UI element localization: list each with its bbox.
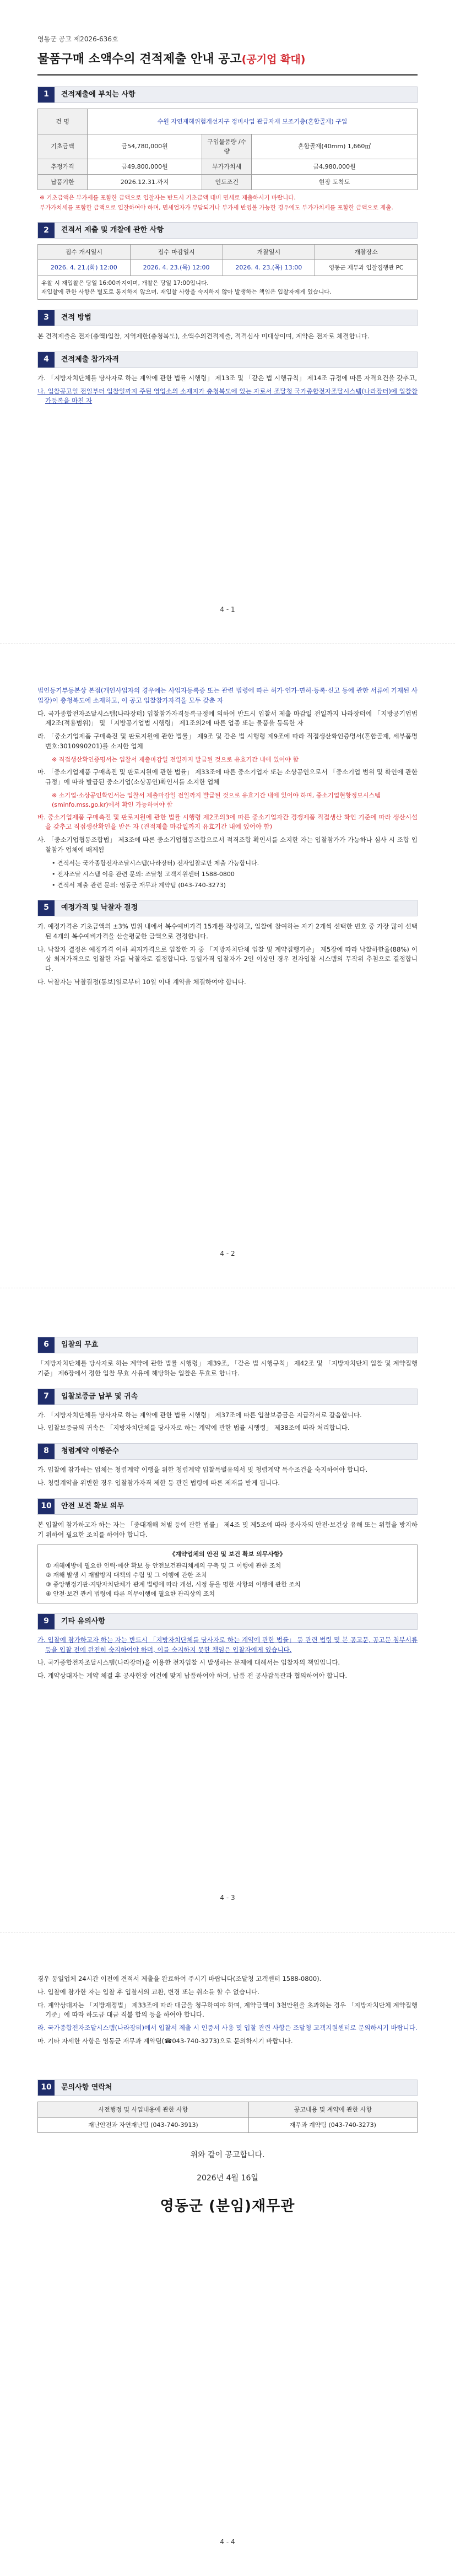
deposit-item: 나. 입찰보증금의 귀속은 「지방자치단체를 당사자로 하는 계약에 관한 법률 시행령」 제38조에 따라 처리합니다.: [37, 1424, 350, 1432]
integrity-item: 나. 청렴계약을 위반한 경우 입찰참가자격 제한 등 관련 법령에 따른 제재를 받게 됩니다.: [37, 1479, 280, 1487]
contact-project: 재난안전과 자연재난팀 (043-740-3913): [38, 2117, 249, 2132]
contact-contract: 재무과 계약팀 (043-740-3273): [248, 2117, 417, 2132]
section-title: 문의사항 연락처: [61, 2083, 112, 2092]
contact-table: [37, 2102, 418, 2133]
schedule-table: [37, 244, 418, 300]
col-header: 공고내용 및 계약에 관한 사항: [248, 2102, 417, 2117]
row-label: 인도조건: [202, 174, 252, 190]
award-item: 가. 예정가격은 기초금액의 ±3% 범위 내에서 복수예비가격 15개를 작성하고, 입찰에 참여하는 자가 2개씩 선택한 번호 중 가장 많이 선택된 4개의 복수예비가격을 산술평균한 금액으로 결정합니다.: [37, 922, 418, 940]
section-number: 10: [38, 2080, 55, 2096]
eligibility-item: 사. 「중소기업협동조합법」 제3조에 따른 중소기업협동조합으로서 적격조합 확인서를 소지한 자는 입찰참가가 가능하나 심사 시 조합 입찰참가 업체에 배제됨: [37, 836, 418, 854]
eligibility-item: 법인등기부등본상 본점(개인사업자의 경우에는 사업자등록증 또는 관련 법령에 따른 허가·인가·면허·등록·신고 등에 관한 서류에 기재된 사업장)이 충청북도에 소재하고, 이 공고 입찰참가자격을 모두 갖춘 자: [37, 687, 418, 704]
notice-number: 영동군 공고 제2026-636호: [37, 35, 118, 43]
title-suffix: (공기업 확대): [241, 53, 306, 66]
col-header: 접수 개시일시: [38, 245, 131, 260]
section-6-header: [37, 1337, 418, 1353]
safety-duty: ③ 중앙행정기관·지방자치단체가 관계 법령에 따라 개선, 시정 등을 명한 사항의 이행에 관한 조치: [46, 1580, 301, 1588]
close-datetime: 2026. 4. 23.(목) 12:00: [130, 260, 223, 276]
section-number: 1: [38, 87, 55, 102]
safety-duty: ② 재해 발생 시 재발방지 대책의 수립 및 그 이행에 관한 조치: [46, 1571, 207, 1579]
section-number: 4: [38, 352, 55, 368]
award-item: 다. 낙찰자는 낙찰결정(통보)일로부터 10일 이내 계약을 체결하여야 합니다.: [37, 978, 246, 986]
section-number: 2: [38, 223, 55, 238]
closing-text: 위와 같이 공고합니다.: [190, 2150, 265, 2159]
misc-item: 나. 입찰에 참가한 자는 입찰 후 입찰서의 교환, 변경 또는 취소를 할 수 없습니다.: [37, 1988, 259, 1996]
misc-item: 경우 동일업체 24시간 이전에 견적서 제출을 완료하여 주시기 바랍니다(조달청 고객센터 1588-0800).: [37, 1975, 322, 1983]
base-amount: 금54,780,000원: [88, 134, 202, 159]
bid-method-text: 본 견적제출은 전자(총액)입찰, 지역제한(충청북도), 소액수의견적제출, 적격심사 미대상이며, 계약은 전자로 체결합니다.: [37, 332, 370, 341]
col-header: 사전행정 및 사업내용에 관한 사항: [38, 2102, 249, 2117]
section-number: 9: [38, 1614, 55, 1629]
vat-amount: 금4,980,000원: [252, 159, 418, 174]
safety-duty: ① 재해예방에 필요한 인력·예산 확보 등 안전보건관리체계의 구축 및 그 이행에 관한 조치: [46, 1562, 281, 1569]
col-header: 개찰일시: [223, 245, 315, 260]
note: ※ 기초금액은 부가세를 포함한 금액으로 입찰자는 반드시 기초금액 대비 면세로 제출하시기 바랍니다.: [40, 194, 296, 201]
section-2-header: [37, 222, 418, 239]
section-title: 청렴계약 이행준수: [61, 1447, 119, 1456]
section-title: 입찰의 무효: [61, 1340, 99, 1349]
eligibility-bullet: • 전자조달 시스템 이용 관련 문의: 조달청 고객지원센터 1588-0800: [52, 870, 235, 878]
section-title: 입찰보증금 납부 및 귀속: [61, 1392, 138, 1401]
section-contact-header: [37, 2080, 418, 2096]
deposit-item: 가. 「지방자치단체를 당사자로 하는 계약에 관한 법률 시행령」 제37조에 따른 입찰보증금은 지급각서로 갈음합니다.: [37, 1411, 362, 1419]
section-number: 3: [38, 310, 55, 326]
section-title: 견적제출에 부치는 사항: [61, 90, 136, 99]
opening-datetime: 2026. 4. 23.(목) 13:00: [223, 260, 315, 276]
section-5-header: [37, 900, 418, 916]
schedule-notes: [38, 276, 418, 300]
section-title: 예정가격 및 낙찰자 결정: [61, 903, 138, 912]
delivery-condition: 현장 도착도: [252, 174, 418, 190]
misc-item: 다. 계약상대자는 계약 체결 후 공사현장 여건에 맞게 납품하여야 하며, 납품 전 공사감독관과 협의하여야 합니다.: [37, 1672, 348, 1680]
section-1-header: [37, 87, 418, 103]
title-text: 물품구매 소액수의 견적제출 안내 공고: [37, 52, 242, 66]
col-header: 개찰장소: [315, 245, 418, 260]
section-4-header: [37, 352, 418, 368]
page-2: [0, 644, 455, 1288]
section-number: 5: [38, 900, 55, 916]
integrity-item: 가. 입찰에 참가하는 업체는 청렴계약 이행을 위한 청렴계약 입찰특별유의서 및 청렴계약 특수조건을 숙지하여야 합니다.: [37, 1466, 368, 1474]
note: 부가가치세를 포함한 금액으로 입찰하여야 하며, 면세업자가 부담되거나 부가세 반영불 가능한 경우에도 부가가치세를 포함한 금액으로 제출.: [40, 204, 393, 212]
invalid-bid-text: 「지방자치단체를 당사자로 하는 계약에 관한 법률 시행령」 제39조, 「같은 법 시행규칙」 제42조 및 「지방자치단체 입찰 및 계약집행기준」 제6장에서 정한 입찰 무효 사유에 해당하는 입찰은 무효로 합니다.: [37, 1359, 418, 1377]
page-3: [0, 1288, 455, 1932]
page-4: [0, 1932, 455, 2576]
eligibility-bullet: • 견적서 제출 관련 문의: 영동군 재무과 계약팀 (043-740-3273): [52, 881, 226, 889]
section-3-header: [37, 310, 418, 326]
open-datetime: 2026. 4. 21.(화) 12:00: [38, 260, 131, 276]
section-title: 기타 유의사항: [61, 1617, 105, 1625]
misc-item: 나. 국가종합전자조달시스템(나라장터)을 이용한 전자입찰 시 발생하는 문제에 대해서는 입찰자의 책임입니다.: [37, 1659, 340, 1667]
eligibility-item: 나. 입찰공고일 전일부터 입찰일까지 주된 영업소의 소재지가 충청북도에 있는 자로서 조달청 국가종합전자조달시스템(나라장터)에 입찰참가등록을 마친 자: [37, 387, 418, 405]
page-number: 4 - 1: [220, 606, 235, 614]
misc-item: 마. 기타 자세한 사항은 영동군 재무과 계약팀(☎043-740-3273)으로 문의하시기 바랍니다.: [37, 2037, 293, 2045]
issuer-signature: 영동군 (분임)재무관: [160, 2198, 295, 2215]
row-label: 건 명: [38, 109, 88, 134]
safety-text: 본 입찰에 참가하고자 하는 자는 「중대재해 처벌 등에 관한 법률」 제4조 및 제5조에 따라 종사자의 안전·보건상 유해 또는 위험을 방지하기 위하여 필요한 조치를 하여야 합니다.: [37, 1520, 418, 1538]
page-number: 4 - 3: [220, 1894, 235, 1902]
estimated-price: 금49,800,000원: [88, 159, 202, 174]
quantity: 혼합골재(40mm) 1,660㎥: [252, 134, 418, 159]
row-label: 추정가격: [38, 159, 88, 174]
safety-duty: ④ 안전·보건 관계 법령에 따른 의무이행에 필요한 관리상의 조치: [46, 1590, 215, 1597]
eligibility-item: 다. 국가종합전자조달시스템(나라장터) 입찰참가자격등록규정에 의하여 반드시 입찰서 제출 마감일 전일까지 나라장터에 「지방공기업법 제2조(적용범위)」 및 「지방공기업법 시행령」 제1조의2에 따른 업종 또는 물품을 등록한 자: [37, 709, 418, 727]
section-title: 견적 방법: [61, 313, 91, 322]
page-number: 4 - 4: [220, 2538, 235, 2546]
safety-duty-box: [37, 1544, 418, 1603]
note: 재입찰에 관한 사항은 별도로 통지하지 않으며, 재입찰 사항을 숙지하지 않아 발생하는 책임은 입찰자에게 있습니다.: [41, 288, 332, 295]
section-title: 견적서 제출 및 개찰에 관한 사항: [61, 226, 164, 235]
misc-item: 가. 입찰에 참가하고자 하는 자는 반드시 「지방자치단체를 당사자로 하는 계약에 관한 법률」 등 관련 법령 및 본 공고문, 공고문 첨부서류 등을 입찰 전에 완전히 숙지하여야 하며, 이를 숙지하지 못한 책임은 입찰자에게 있습니다.: [37, 1635, 418, 1654]
section-number: 8: [38, 1444, 55, 1459]
row-label: 부가가치세: [202, 159, 252, 174]
section-7-header: [37, 1389, 418, 1405]
eligibility-item: 라. 「중소기업제품 구매촉진 및 판로지원에 관한 법률」 제9조 및 같은 법 시행령 제9조에 따라 직접생산확인증명서(혼합골재, 세부품명번호:3010990201)를 소지한 업체: [37, 732, 418, 750]
bid-info-table: [37, 109, 418, 190]
col-header: 접수 마감일시: [130, 245, 223, 260]
award-item: 나. 낙찰자 결정은 예정가격 이하 최저가격으로 입찰한 자 중 「지방자치단체 입찰 및 계약집행기준」 제5장에 따라 낙찰하한율(88%) 이상 최저가격으로 입찰한 자를 낙찰자로 결정합니다. 동일가격 입찰자가 2인 이상인 경우 전자입찰 시스템의 무작위 추첨으로 결정합니다.: [37, 945, 418, 973]
eligibility-item: 마. 「중소기업제품 구매촉진 및 판로지원에 관한 법률」 제33조에 따른 중소기업자 또는 소상공인으로서 「중소기업 범위 및 확인에 관한 규정」에 따라 발급된 중소기업(소상공인)확인서를 소지한 업체: [37, 768, 418, 786]
misc-item: 다. 계약상대자는 「지방재정법」 제33조에 따라 대금을 청구하여야 하며, 계약금액이 3천만원을 초과하는 경우 「지방자치단체 계약집행기준」에 따라 하도급 대금 직불 합의 등을 하여야 합니다.: [37, 2001, 418, 2019]
row-label: 납품기한: [38, 174, 88, 190]
section-number: 10: [38, 1499, 55, 1514]
project-name: 수원 자연재해위험개선지구 정비사업 관급자재 보조기층(혼합골재) 구입: [88, 109, 418, 134]
section-number: 7: [38, 1389, 55, 1405]
note: 유찰 시 재입찰은 당일 16:00까지이며, 개찰은 당일 17:00입니다.: [41, 279, 209, 287]
eligibility-item: 바. 중소기업제품 구매촉진 및 판로지원에 관한 법률 시행령 제2조의3에 따른 중소기업자간 경쟁제품 직접생산 확인 기준에 따라 생산시설을 갖추고 직접생산확인을 받은 자 (견적제출 마감일까지 유효기간 내에 있어야 함): [37, 813, 418, 831]
section-misc-header: [37, 1613, 418, 1630]
box-title: 《계약업체의 안전 및 보건 확보 의무사항》: [169, 1550, 286, 1558]
section-number: 6: [38, 1337, 55, 1353]
eligibility-item: 가. 「지방자치단체를 당사자로 하는 계약에 관한 법률 시행령」 제13조 및 「같은 법 시행규칙」 제14조 규정에 따른 자격요건을 갖추고,: [37, 374, 418, 382]
misc-item: 라. 국가종합전자조달시스템(나라장터)에서 입찰서 제출 시 인증서 사용 및 입찰 관련 사항은 조달청 고객지원센터로 문의하시기 바랍니다.: [37, 2024, 418, 2032]
eligibility-note: ※ 소기업·소상공인확인서는 입찰서 제출마감일 전일까지 발급된 것으로 유효기간 내에 있어야 하며, 중소기업현황정보시스템(sminfo.mss.go.kr)에서 확인 가능하여야 함: [52, 791, 381, 808]
section-title: 안전 보건 확보 의무: [61, 1502, 124, 1510]
section-safety-header: [37, 1498, 418, 1515]
page-1: [0, 0, 455, 644]
document-title: [37, 50, 418, 75]
section-8-header: [37, 1443, 418, 1460]
notice-date: 2026년 4월 16일: [197, 2173, 258, 2183]
delivery-deadline: 2026.12.31.까지: [88, 174, 202, 190]
sec1-notes: [40, 193, 418, 213]
opening-place: 영동군 재무과 입찰집행관 PC: [315, 260, 418, 276]
page-number: 4 - 2: [220, 1250, 235, 1258]
section-title: 견적제출 참가자격: [61, 355, 119, 364]
row-label: 구입물품량 /수량: [202, 134, 252, 159]
eligibility-bullet: • 견적서는 국가종합전자조달시스템(나라장터) 전자입찰로만 제출 가능합니다.: [52, 859, 259, 867]
eligibility-note: ※ 직접생산확인증명서는 입찰서 제출마감일 전일까지 발급된 것으로 유효기간 내에 있어야 함: [52, 755, 299, 763]
row-label: 기초금액: [38, 134, 88, 159]
